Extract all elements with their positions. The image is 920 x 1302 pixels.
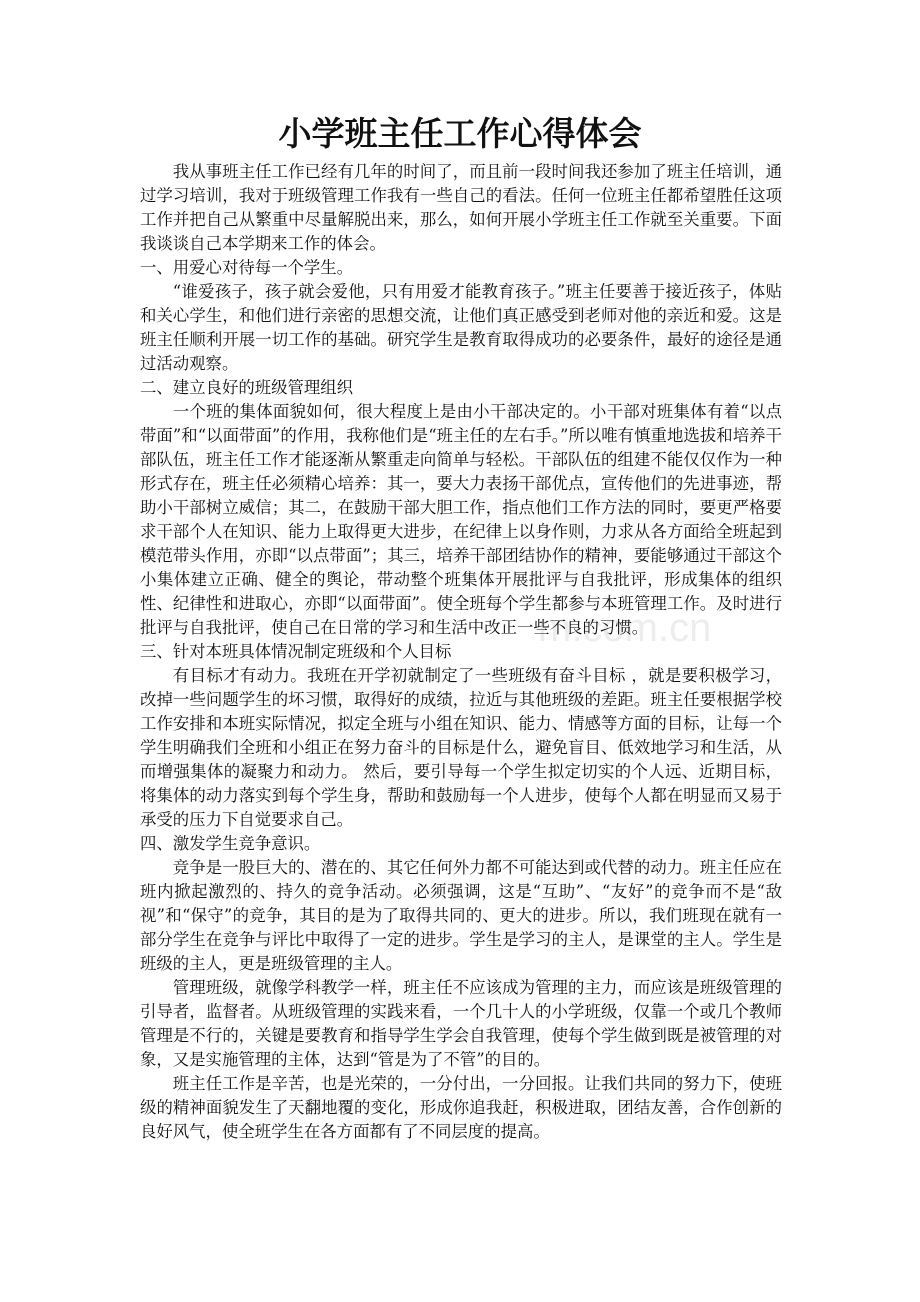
watermark-text: m.com.cn (538, 606, 712, 650)
document-body (140, 160, 782, 1144)
section-heading-organization: 二、建立良好的班级管理组织 (140, 378, 354, 397)
section-love-paragraph: “谁爱孩子，孩子就会爱他，只有用爱才能教育孩子。”班主任要善于接近孩子，体贴和关心学生，和他们进行亲密的思想交流，让他们真正感受到老师对他的亲近和爱。这是班主任顺利开展一切工作的基础。研究学生是教育取得成功的必要条件，最好的途径是通过活动观察。 (140, 282, 782, 373)
management-paragraph: 管理班级，就像学科教学一样，班主任不应该成为管理的主力，而应该是班级管理的引导者，监督者。从班级管理的实践来看，一个几十人的小学班级，仅靠一个或几个教师管理是不行的，关键是要教育和指导学生学会自我管理，使每个学生做到既是被管理的对象，又是实施管理的主体，达到“管是为了不管”的目的。 (140, 978, 782, 1069)
section-heading-competition: 四、激发学生竞争意识。 (140, 834, 321, 853)
closing-paragraph: 班主任工作是辛苦，也是光荣的，一分付出，一分回报。让我们共同的努力下，使班级的精神面貌发生了天翻地覆的变化，形成你追我赶，积极进取，团结友善，合作创新的良好风气，使全班学生在各方面都有了不同层度的提高。 (140, 1074, 782, 1141)
intro-paragraph: 我从事班主任工作已经有几年的时间了，而且前一段时间我还参加了班主任培训，通过学习培训，我对于班级管理工作我有一些自己的看法。任何一位班主任都希望胜任这项工作并把自己从繁重中尽量解脱出来，那么，如何开展小学班主任工作就至关重要。下面我谈谈自己本学期来工作的体会。 (140, 162, 782, 253)
section-goals-paragraph: 有目标才有动力。我班在开学初就制定了一些班级有奋斗目标 ，就是要积极学习，改掉一些问题学生的坏习惯，取得好的成绩，拉近与其他班级的差距。班主任要根据学校工作安排和本班实际情况，拟定全班与小组在知识、能力、情感等方面的目标，让每一个学生明确我们全班和小组正在努力奋斗的目标是什么，避免盲目、低效地学习和生活，从而增强集体的凝聚力和动力。 然后，要引导每一个学生拟定切实的个人远、近期目标，将集体的动力落实到每个学生身，帮助和鼓励每一个人进步，使每个人都在明显而又易于承受的压力下自觉要求自己。 (140, 666, 782, 829)
section-heading-goals: 三、针对本班具体情况制定班级和个人目标 (140, 642, 452, 661)
section-organization-paragraph: 一个班的集体面貌如何，很大程度上是由小干部决定的。小干部对班集体有着“以点带面”和“以面带面”的作用，我称他们是“班主任的左右手。”所以唯有慎重地选拔和培养干部队伍，班主任工作才能逐渐从繁重走向简单与轻松。干部队伍的组建不能仅仅作为一种形式存在，班主任必须精心培养：其一，要大力表扬干部优点，宣传他们的先进事迹，帮助小干部树立威信；其二，在鼓励干部大胆工作，指点他们工作方法的同时，要更严格要求干部个人在知识、能力上取得更大进步，在纪律上以身作则，力求从各方面给全班起到模范带头作用，亦即“以点带面”；其三，培养干部团结协作的精神，要能够通过干部这个小集体建立正确、健全的舆论，带动整个班集体开展批评与自我批评，形成集体的组织性、纪律性和进取心，亦即“以面带面”。使全班每个学生都参与本班管理工作。及时进行批评与自我批评，使自己在日常的学习和生活中改正一些不良的习惯。 (140, 402, 782, 637)
section-heading-love: 一、用爱心对待每一个学生。 (140, 258, 354, 277)
section-competition-paragraph: 竞争是一股巨大的、潜在的、其它任何外力都不可能达到或代替的动力。班主任应在班内掀起激烈的、持久的竞争活动。必须强调，这是“互助”、“友好”的竞争而不是“敌视”和“保守”的竞争，其目的是为了取得共同的、更大的进步。所以，我们班现在就有一部分学生在竞争与评比中取得了一定的进步。学生是学习的主人，是课堂的主人。学生是班级的主人，更是班级管理的主人。 (140, 858, 782, 973)
document-title: 小学班主任工作心得体会 (278, 114, 642, 153)
